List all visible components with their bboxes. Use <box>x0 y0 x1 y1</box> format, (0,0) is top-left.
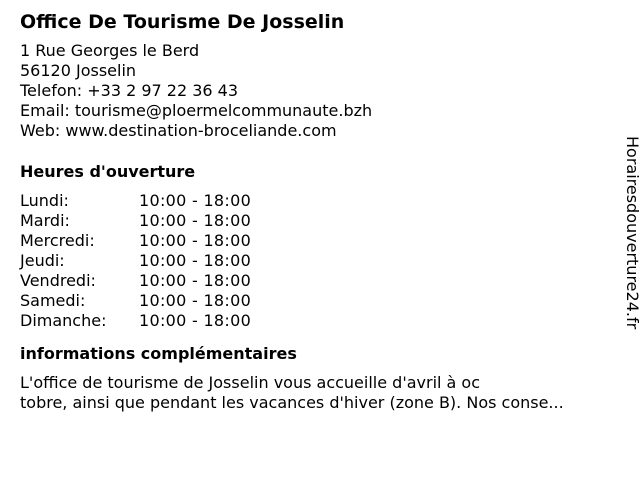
hours-row-thursday <box>20 251 610 271</box>
hours-row-monday <box>20 191 610 211</box>
hours-row-friday <box>20 271 610 291</box>
hours-heading: Heures d'ouverture <box>20 162 196 181</box>
hours-day-label: Jeudi: <box>20 251 65 270</box>
hours-row-wednesday <box>20 231 610 251</box>
office-card <box>20 10 610 413</box>
site-watermark: Horairesdouverture24.fr <box>623 136 642 330</box>
address-city: 56120 Josselin <box>20 61 137 80</box>
hours-row-saturday <box>20 291 610 311</box>
hours-day-label: Samedi: <box>20 291 86 310</box>
email-line: Email: tourisme@ploermelcommunaute.bzh <box>20 101 373 120</box>
hours-time-value: 10:00 - 18:00 <box>139 251 252 270</box>
hours-time-value: 10:00 - 18:00 <box>139 231 252 250</box>
phone-line: Telefon: +33 2 97 22 36 43 <box>20 81 239 100</box>
hours-table <box>20 191 610 331</box>
hours-time-value: 10:00 - 18:00 <box>139 291 252 310</box>
hours-time-value: 10:00 - 18:00 <box>139 191 252 210</box>
hours-time-value: 10:00 - 18:00 <box>139 311 252 330</box>
hours-row-tuesday <box>20 211 610 231</box>
info-text-line-2: tobre, ainsi que pendant les vacances d'hiver (zone B). Nos conse... <box>20 393 564 412</box>
address-street: 1 Rue Georges le Berd <box>20 41 200 60</box>
hours-time-value: 10:00 - 18:00 <box>139 271 252 290</box>
office-title: Office De Tourisme De Josselin <box>20 11 345 33</box>
hours-day-label: Mercredi: <box>20 231 95 250</box>
hours-day-label: Vendredi: <box>20 271 96 290</box>
info-heading: informations complémentaires <box>20 344 297 363</box>
info-text-line-1: L'office de tourisme de Josselin vous accueille d'avril à oc <box>20 373 481 392</box>
hours-time-value: 10:00 - 18:00 <box>139 211 252 230</box>
hours-day-label: Mardi: <box>20 211 70 230</box>
web-line: Web: www.destination-broceliande.com <box>20 121 337 140</box>
hours-day-label: Dimanche: <box>20 311 107 330</box>
hours-day-label: Lundi: <box>20 191 69 210</box>
hours-row-sunday <box>20 311 610 331</box>
